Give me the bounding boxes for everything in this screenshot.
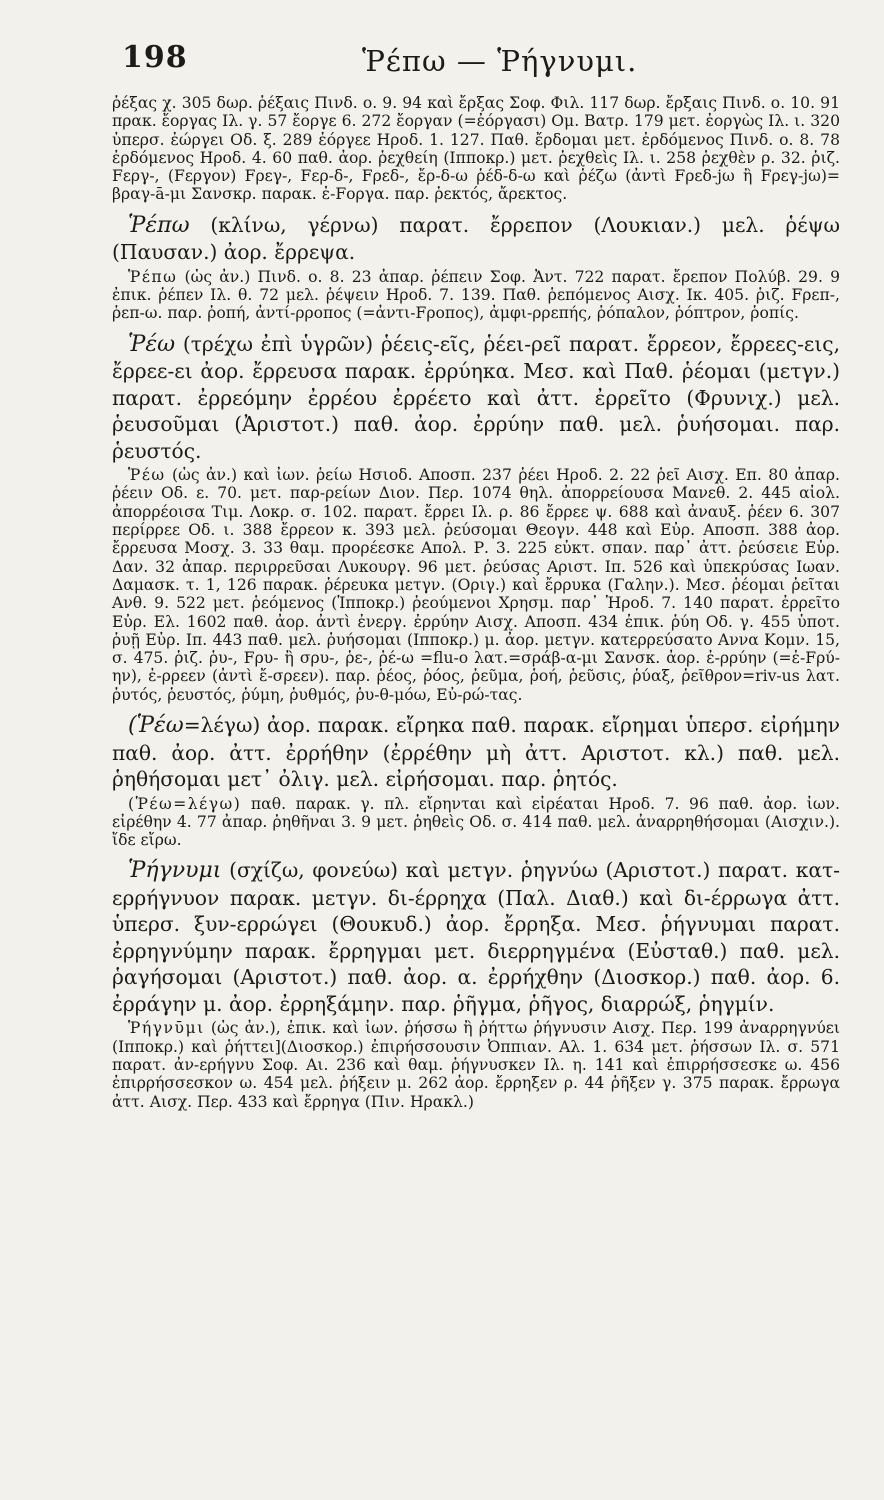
entry-detail-text: παθ. παρακ. γ. πλ. εἴρηνται καὶ εἰρέαται Ηροδ. 7. 96 παθ. ἀορ. ἰων. εἰρέθην 4. 77 ἀπαρ. ῥηθῆναι 3. 9 μετ. ῥηθεὶς Οδ. σ. 414 παθ. μελ. ἀναρρηθήσομαι (Αισχιν.). ἴδε εἴρω. [112,794,840,850]
entry-detail-text: ῥέξας χ. 305 δωρ. ῥέξαις Πινδ. ο. 9. 94 καὶ ἔρξας Σοφ. Φιλ. 117 δωρ. ἔρξαις Πινδ. ο. 10. 91 πρακ. ἔοργας Ιλ. γ. 57 ἔοργε 6. 272 ἔοργαν (=ἐόργασι) Ομ. Βατρ. 179 μετ. ἐοργὼς Ιλ. ι. 320 ὑπερσ. ἐώργει Οδ. ξ. 289 ἐόργεε Ηροδ. 1. 127. Παθ. ἔρδομαι μετ. ἐρδόμενος Πινδ. ο. 8. 78 ἐρδόμενος Ηροδ. 4. 60 παθ. ἀορ. ῥεχθείη (Ιπποκρ.) μετ. ῥεχθεὶς Ιλ. ι. 258 ῥεχθὲν ρ. 32. ῥιζ. Fεργ-, (Fεργον) Fρεγ-, Fερ-δ-, Fρεδ-, ἔρ-δ-ω ῥέδ-δ-ω καὶ ῥέζω (ἀντὶ Fρεδ-jω ἢ Fρεγ-jω)= βραγ-ā-μι Σανσκρ. παρακ. ἐ-Fοργα. παρ. ῥεκτός, ἄρεκτος. [112,94,840,204]
entry-main-text: (τρέχω ἐπὶ ὑγρῶν) ῥέεις-εῖς, ῥέει-ρεῖ παρατ. ἔρρεον, ἔρρεες-εις, ἔρρεε-ει ἀορ. ἔρρευσα παρακ. ἐρρύηκα. Μεσ. καὶ Παθ. ῥέομαι (μετγν.) παρατ. ἐρρεόμην ἐρρέου ἐρρέετο καὶ ἀττ. ἐρρεῖτο (Φρυνιχ.) μελ. ῥευσοῦμαι (Ἀριστοτ.) παθ. ἀορ. ἐρρύην παθ. μελ. ῥυήσομαι. παρ. ῥευστός. [112,331,840,463]
headword: Ῥέπω [128,212,190,238]
detail-lemma: Ῥήγνῡμι [128,1019,205,1038]
entry-main-paragraph [112,331,840,465]
detail-lemma: (Ῥέω=λέγω) [128,794,242,813]
entry-detail-text: (ὡς ἀν.) καὶ ἰων. ῥείω Ησιοδ. Αποσπ. 237 ῥέει Ηροδ. 2. 22 ῥεῖ Αισχ. Επ. 80 ἀπαρ. ῥέειν Οδ. ε. 70. μετ. παρ-ρείων Διον. Περ. 1074 θηλ. ἀπορρείουσα Μανεθ. 2. 445 αἰολ. ἀπορρέοισα Τιμ. Λοκρ. σ. 102. παρατ. ἔρρει Ιλ. ρ. 86 ἔρρεε ψ. 688 καὶ ἀναυξ. ῥέεν 6. 307 περίρρεε Οδ. ι. 388 ἔρρεον κ. 393 μελ. ῥεύσομαι Θεογν. 448 καὶ Εὐρ. Αποσπ. 388 ἀορ. ἔρρευσα Μοσχ. 3. 33 θαμ. προρέεσκε Απολ. Ρ. 3. 225 εὐκτ. σπαν. παρ᾽ ἀττ. ῥεύσειε Εὐρ. Δαν. 32 ἀπαρ. περιρρεῦσαι Λυκουργ. 96 μετ. ῥεύσας Αριστ. Ιπ. 526 καὶ ὑπεκρύσας Ιωαν. Δαμασκ. τ. 1, 126 παρακ. ῥέρευκα μετγν. (Οριγ.) καὶ ἔρρυκα (Γαλην.). Μεσ. ῥέομαι ῥεῖται Ανθ. 9. 522 μετ. ῥεόμενος (Ἱπποκρ.) ῥεούμενοι Χρησμ. παρ᾽ Ἡροδ. 7. 140 παρατ. ἐρρεῖτο Εὐρ. Ελ. 1602 παθ. ἀορ. ἀντὶ ἐνεργ. ἐρρύην Αισχ. Αποσπ. 434 ἐπικ. ῥύη Οδ. γ. 455 ὑποτ. ῥυῇ Εὐρ. Ιπ. 443 παθ. μελ. ῥυήσομαι (Ιπποκρ.) μ. ἀορ. μετγν. κατερρεύσατο Αννα Κομν. 15, σ. 475. ῥιζ. ῥυ-, Fρυ- ἢ σρυ-, ῥε-, ῥέ-ω =flu-o λατ.=σράβ-α-μι Σανσκ. ἀορ. ἐ-ρρύην (=ἐ-Fρύ-ην), ἐ-ρρεεν (ἀντὶ ἔ-σρεεν). παρ. ῥέος, ῥόος, ῥεῦμα, ῥοή, ῥεῦσις, ῥύαξ, ῥεῖθρον=riv-us λατ. ῥυτός, ῥευστός, ῥύμη, ῥυθμός, ῥυ-θ-μόω, Εὐ-ρώ-τας. [112,466,840,704]
entry-repo [112,212,840,323]
entry-detail-paragraph [112,268,840,323]
headword: (Ῥέω [128,713,184,739]
entry-main-text: (σχίζω, φονεύω) καὶ μετγν. ῥηγνύω (Αριστοτ.) παρατ. κατ-ερρήγνυον παρακ. μετγν. δι-έρρηχα (Παλ. Διαθ.) καὶ δι-έρρωγα ἀττ. ὑπερσ. ξυν-ερρώγει (Θουκυδ.) ἀορ. ἔρρηξα. Μεσ. ῥήγνυμαι παρατ. ἐρρηγνύμην παρακ. ἔρρηγμαι μετ. διερρηγμένα (Εὐσταθ.) παθ. μελ. ῥαγήσομαι (Αριστοτ.) παθ. ἀορ. α. ἐρρήχθην (Διοσκορ.) παθ. ἀορ. 6. ἐρράγην μ. ἀορ. ἐρρηξάμην. παρ. ῥῆγμα, ῥῆγος, διαρρώξ, ῥηγμίν. [112,858,840,1016]
entry-detail-text: (ὡς ἀν.), ἐπικ. καὶ ἰων. ῥήσσω ἢ ῥήττω ῥήγνυσιν Αισχ. Περ. 199 ἀναρρηγνύει (Ιπποκρ.) καὶ ῥήττει](Διοσκορ.) ἐπιρήσσουσιν Ὀππιαν. Αλ. 1. 634 μετ. ῥήσσων Ιλ. σ. 571 παρατ. ἀν-ερήγνυ Σοφ. Αι. 236 καὶ θαμ. ῥήγνυσκεν Ιλ. η. 141 καὶ ἐπιρρήσσεσκε ω. 456 ἐπιρρήσσεσκον ω. 454 μελ. ῥήξειν μ. 262 ἀορ. ἔρρηξεν ρ. 44 ῥῆξεν γ. 375 παρακ. ἔρρωγα ἀττ. Αισχ. Περ. 433 καὶ ἔρρηγα (Πιν. Ηρακλ.) [112,1019,840,1111]
entry-detail-text: (ὡς ἀν.) Πινδ. ο. 8. 23 ἀπαρ. ῥέπειν Σοφ. Ἀντ. 722 παρατ. ἔρεπον Πολύβ. 29. 9 ἐπικ. ῥέπεν Ιλ. θ. 72 μελ. ῥέψειν Ηροδ. 7. 139. Παθ. ῥεπόμενος Αισχ. Ικ. 405. ῥιζ. Fρεπ-, ῥεπ-ω. παρ. ῥοπή, ἀντί-ρροπος (=ἀντι-Fροπος), ἀμφι-ρρεπής, ῥόπαλον, ῥόπτρον, ῥοπίς. [112,267,840,323]
page-header [112,38,840,94]
entry-rhegnymi [112,857,840,1110]
running-head: Ῥέπω — Ῥήγνυμι. [362,44,638,78]
entry-main-paragraph [112,212,840,266]
entry-main-text: =λέγω) ἀορ. παρακ. εἴρηκα παθ. παρακ. εἴρημαι ὑπερσ. εἰρήμην παθ. ἀορ. ἀττ. ἐρρήθην (ἐρρέθην μὴ ἀττ. Αριστοτ. κλ.) παθ. μελ. ῥηθήσομαι μετ᾽ ὀλιγ. μελ. εἰρήσομαι. παρ. ῥητός. [112,713,840,792]
headword: Ῥήγνυμι [128,858,222,884]
detail-lemma: Ῥέω [128,466,166,485]
entry-main-text: (κλίνω, γέρνω) παρατ. ἔρρεπον (Λουκιαν.) μελ. ῥέψω (Παυσαν.) ἀορ. ἔρρεψα. [112,212,840,265]
entry-main-paragraph [112,712,840,793]
entry-reo-lego [112,712,840,849]
entry-reo [112,331,840,704]
entry-detail-paragraph [112,795,840,850]
entry-detail-paragraph [112,1019,840,1110]
page-number: 198 [122,40,188,75]
entry-rezo-continuation [112,94,840,204]
headword: Ῥέω [128,331,176,357]
entry-detail-paragraph [112,466,840,704]
detail-lemma: Ῥέπω [128,267,178,286]
entry-main-paragraph [112,857,840,1017]
